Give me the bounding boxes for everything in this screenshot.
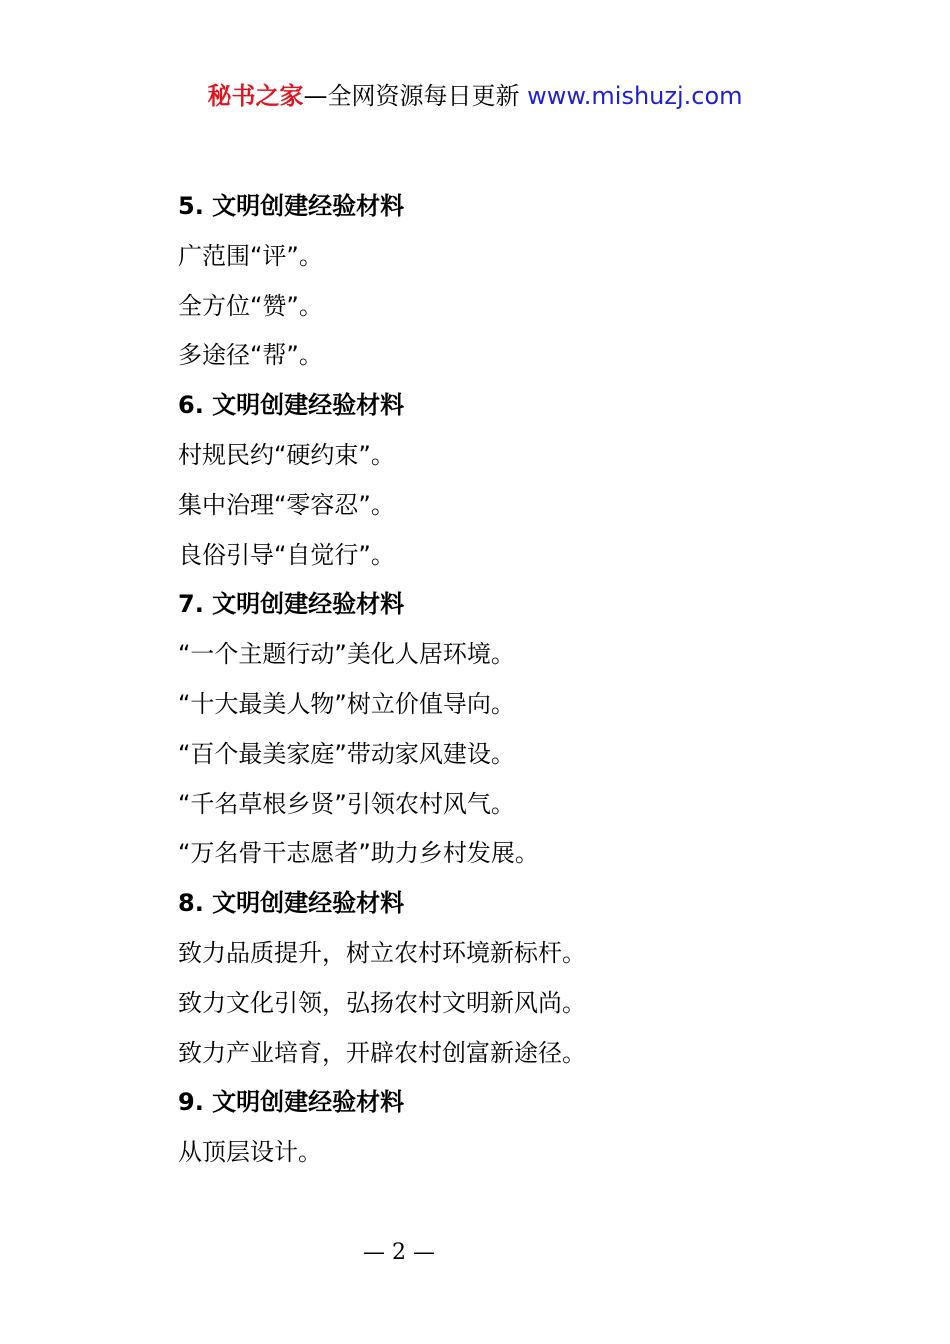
paragraph-line: 集中治理“零容忍”。 — [178, 490, 395, 519]
paragraph-line: 全方位“赞”。 — [178, 291, 323, 320]
paragraph-line: 广范围“评”。 — [178, 241, 323, 270]
page-header — [0, 78, 950, 114]
site-url-link[interactable]: www.mishuzj.com — [527, 82, 743, 110]
brand-name: 秘书之家 — [207, 82, 304, 110]
paragraph-line: “一个主题行动”美化人居环境。 — [178, 640, 515, 669]
paragraph-line: 致力文化引领，弘扬农村文明新风尚。 — [178, 988, 586, 1017]
paragraph-line: “千名草根乡贤”引领农村风气。 — [178, 789, 515, 818]
paragraph-line: “十大最美人物”树立价值导向。 — [178, 689, 515, 718]
paragraph-line: 村规民约“硬约束”。 — [178, 440, 395, 469]
paragraph-line: “万名骨干志愿者”助力乡村发展。 — [178, 839, 539, 868]
paragraph-line: 致力品质提升，树立农村环境新标杆。 — [178, 938, 586, 967]
section-heading: 9. 文明创建经验材料 — [178, 1088, 405, 1117]
paragraph-line: 从顶层设计。 — [178, 1138, 322, 1167]
paragraph-line: 致力产业培育，开辟农村创富新途径。 — [178, 1038, 586, 1067]
document-body — [178, 184, 878, 1180]
page-number: — 2 — — [363, 1240, 435, 1265]
paragraph-line: 多途径“帮”。 — [178, 341, 323, 370]
section-heading: 8. 文明创建经验材料 — [178, 889, 405, 918]
section-heading: 6. 文明创建经验材料 — [178, 391, 405, 420]
paragraph-line: “百个最美家庭”带动家风建设。 — [178, 739, 515, 768]
section-heading: 5. 文明创建经验材料 — [178, 192, 405, 220]
section-heading: 7. 文明创建经验材料 — [178, 590, 405, 619]
paragraph-line: 良俗引导“自觉行”。 — [178, 540, 395, 569]
header-tagline: —全网资源每日更新 — [303, 82, 528, 110]
